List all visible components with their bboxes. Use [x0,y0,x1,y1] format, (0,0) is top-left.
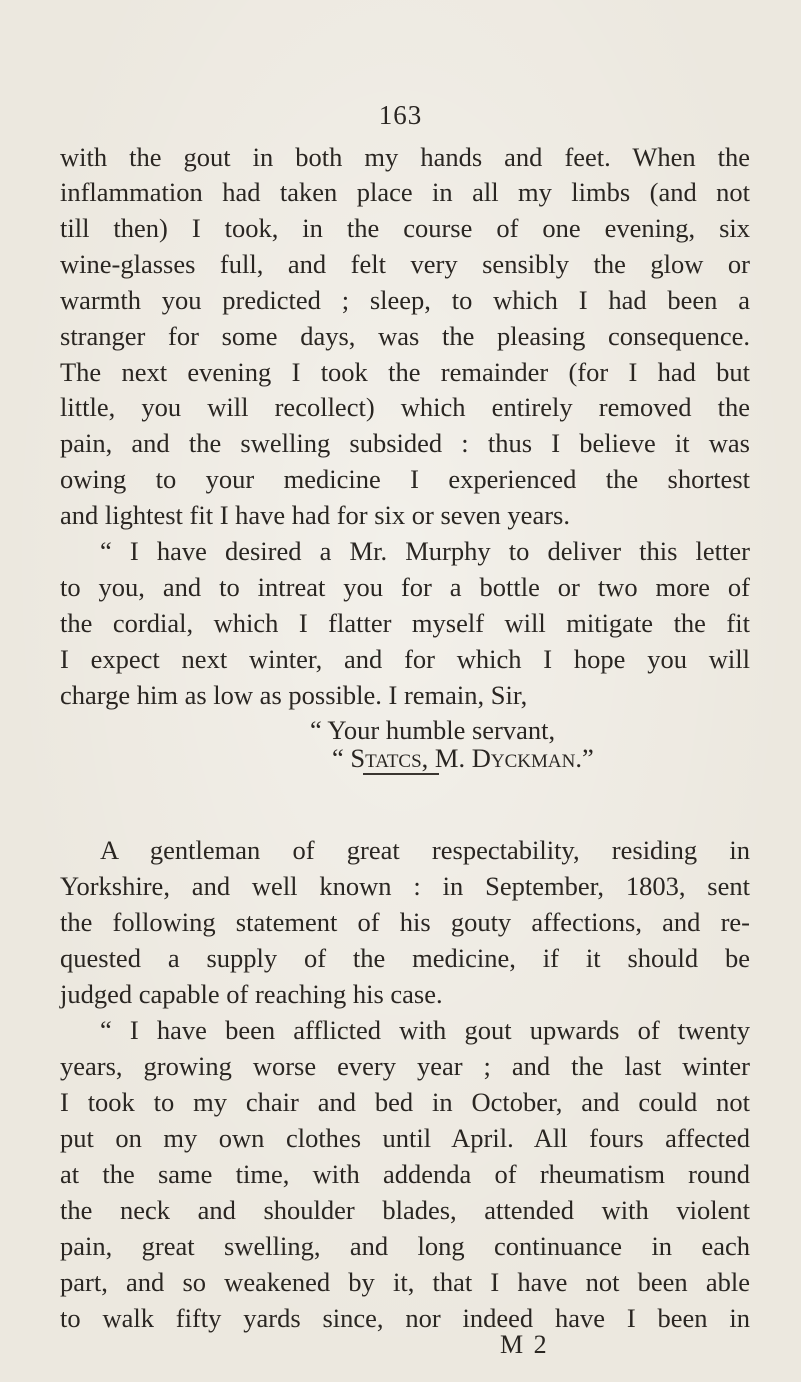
text-line: put on my own clothes until April. All fours affected [60,1123,750,1153]
text-line: till then) I took, in the course of one evening, six [60,213,750,243]
text-line: at the same time, with addenda of rheumatism round [60,1159,750,1189]
text-line: little, you will recollect) which entirely removed the [60,392,750,422]
text-line: Yorkshire, and well known : in September, 1803, sent [60,871,750,901]
letter-signature: “ Statcs, M. Dyckman.” [332,743,594,773]
text-line: I took to my chair and bed in October, and could not [60,1087,750,1117]
text-line: to walk fifty yards since, nor indeed have I been in [60,1303,750,1333]
section-divider [363,773,439,775]
text-line: owing to your medicine I experienced the shortest [60,464,750,494]
text-line: the cordial, which I flatter myself will mitigate the fit [60,608,750,638]
page-number: 163 [378,100,423,130]
text-line: “ I have desired a Mr. Murphy to deliver this letter [100,536,750,566]
text-line: charge him as low as possible. I remain, Sir, [60,680,528,710]
text-line: stranger for some days, was the pleasing consequence. [60,321,750,351]
text-line: judged capable of reaching his case. [60,979,443,1009]
text-line: “ I have been afflicted with gout upwards of twenty [100,1015,750,1045]
text-line: wine-glasses full, and felt very sensibly the glow or [60,249,750,279]
text-line: to you, and to intreat you for a bottle or two more of [60,572,750,602]
text-line: quested a supply of the medicine, if it should be [60,943,750,973]
text-line: pain, great swelling, and long continuance in each [60,1231,750,1261]
text-line: years, growing worse every year ; and the last winter [60,1051,750,1081]
text-line: the neck and shoulder blades, attended with violent [60,1195,750,1225]
text-line: part, and so weakened by it, that I have not been able [60,1267,750,1297]
text-line: pain, and the swelling subsided : thus I believe it was [60,428,750,458]
text-line: The next evening I took the remainder (for I had but [60,357,750,387]
text-line: A gentleman of great respectability, residing in [100,835,750,865]
text-line: inflammation had taken place in all my limbs (and not [60,177,750,207]
text-line: with the gout in both my hands and feet. When the [60,142,750,172]
letter-closing: “ Your humble servant, [310,715,556,745]
printer-signature-mark: M 2 [500,1330,549,1359]
text-line: warmth you predicted ; sleep, to which I had been a [60,285,750,315]
text-line: the following statement of his gouty affections, and re- [60,907,750,937]
text-line: I expect next winter, and for which I hope you will [60,644,750,674]
text-line: and lightest fit I have had for six or seven years. [60,500,570,530]
